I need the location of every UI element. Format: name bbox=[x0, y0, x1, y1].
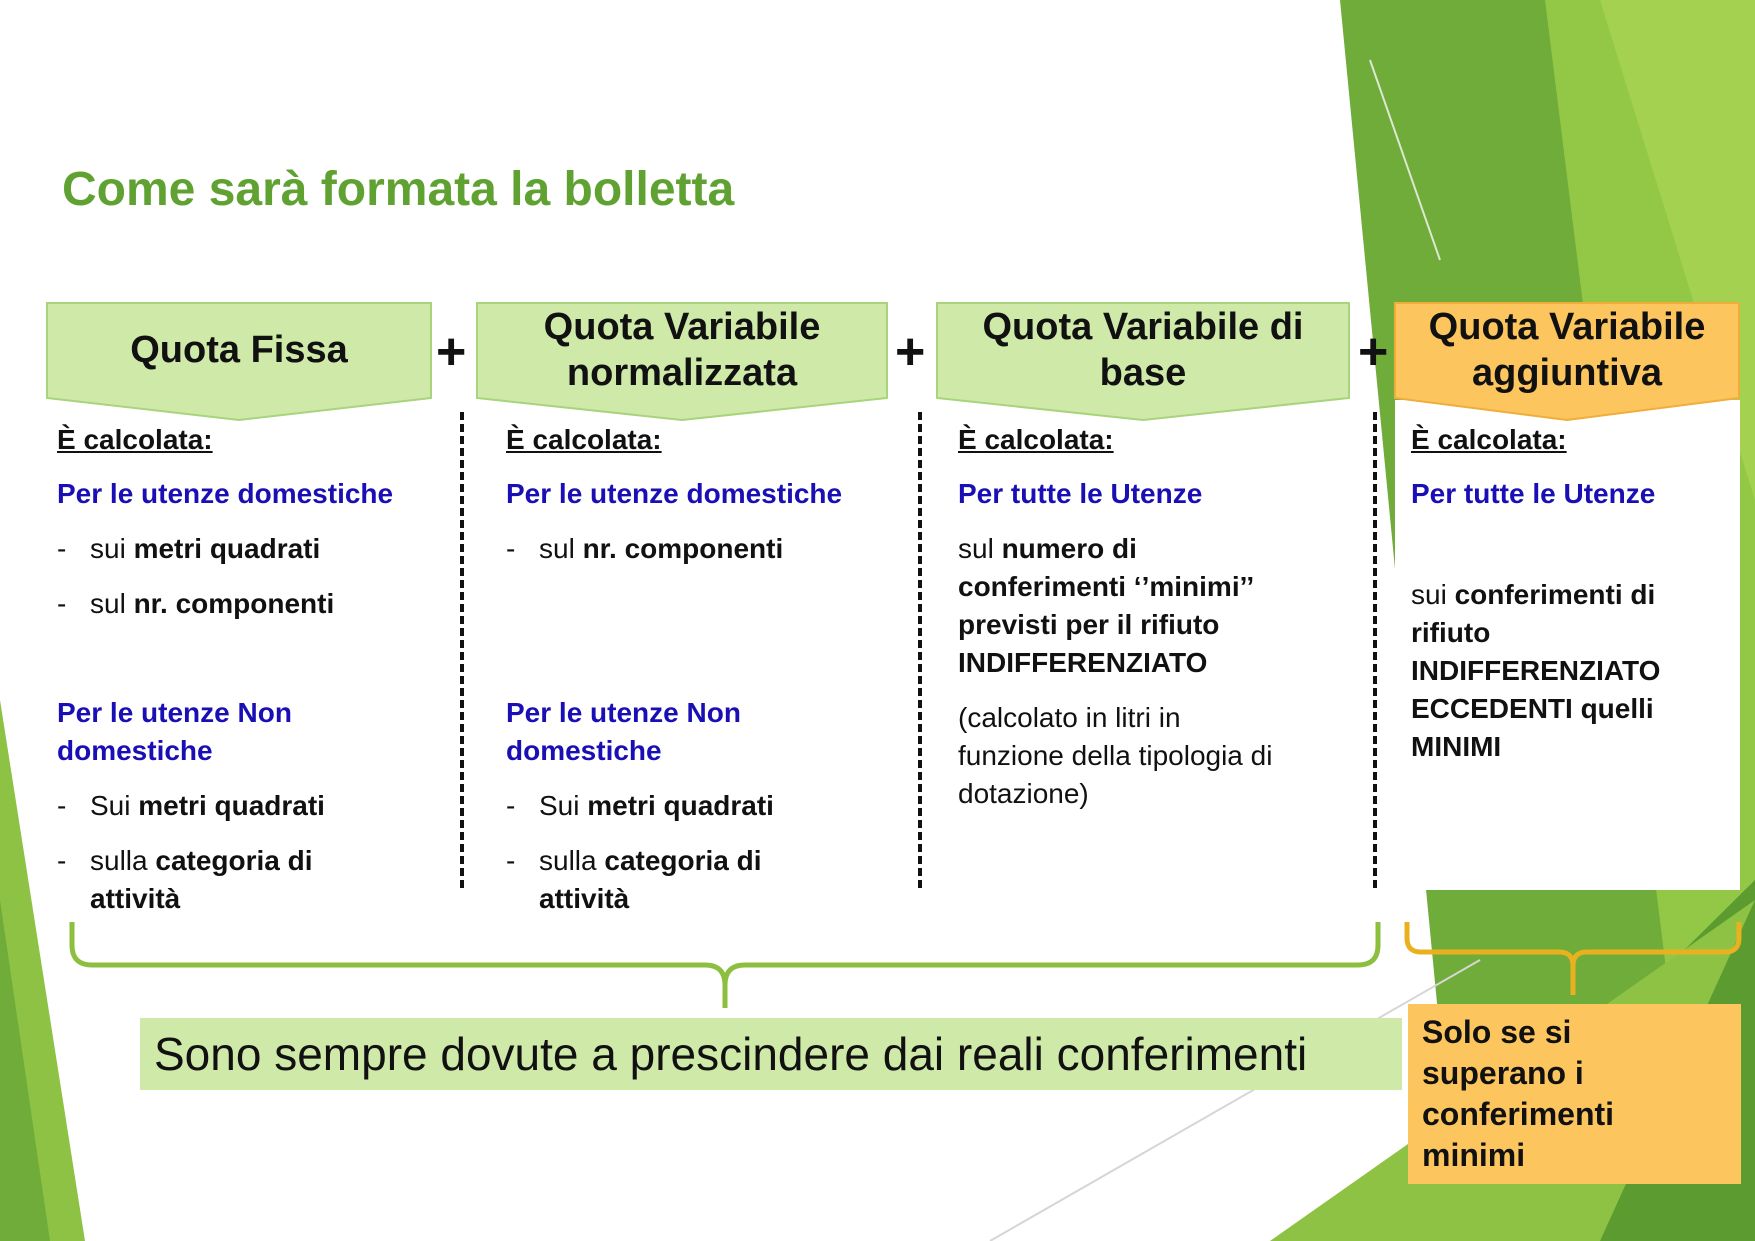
description-line: MINIMI bbox=[1411, 731, 1502, 762]
description-line: INDIFFERENZIATO bbox=[958, 647, 1208, 678]
group-title: domestiche bbox=[57, 735, 213, 766]
column-quota-variabile-normalizzata bbox=[506, 420, 906, 918]
group-title: Per le utenze Non bbox=[57, 697, 292, 728]
header-line: Quota Variabile bbox=[1428, 306, 1706, 348]
header-quota-fissa bbox=[46, 302, 432, 422]
header-quota-variabile-aggiuntiva bbox=[1394, 302, 1740, 422]
calc-label: È calcolata: bbox=[57, 424, 213, 455]
plus-operator: + bbox=[1358, 323, 1389, 381]
column-separator bbox=[460, 412, 464, 888]
header-line: Quota Fissa bbox=[130, 329, 348, 371]
description-line: INDIFFERENZIATO bbox=[1411, 655, 1661, 686]
bullet-item: - sulla categoria di bbox=[57, 842, 457, 880]
group-title: Per le utenze domestiche bbox=[57, 478, 394, 509]
group-title: Per tutte le Utenze bbox=[1411, 478, 1656, 509]
column-quota-variabile-aggiuntiva bbox=[1411, 420, 1731, 766]
bottom-note-box bbox=[140, 1018, 1402, 1090]
description-line: ECCEDENTI quelli bbox=[1411, 693, 1654, 724]
description-line: sul numero di bbox=[958, 533, 1137, 564]
header-quota-variabile-normalizzata bbox=[476, 302, 888, 422]
bullet-item: - sulla categoria di bbox=[506, 842, 906, 880]
description bbox=[1411, 576, 1731, 766]
column-separator bbox=[918, 412, 922, 888]
orange-note-line: superano i bbox=[1422, 1055, 1584, 1091]
description bbox=[958, 530, 1358, 682]
plus-operator: + bbox=[436, 323, 467, 381]
orange-note bbox=[1422, 1012, 1614, 1176]
bullet-dash: - bbox=[506, 790, 516, 821]
calc-label: È calcolata: bbox=[1411, 424, 1567, 455]
orange-note-box bbox=[1408, 1004, 1741, 1184]
header-line: aggiuntiva bbox=[1471, 352, 1663, 394]
header-line: normalizzata bbox=[566, 352, 798, 394]
header-line: Quota Variabile di bbox=[982, 306, 1304, 348]
bullet-dash: - bbox=[57, 533, 67, 564]
bullet-dash: - bbox=[57, 588, 67, 619]
description-line: previsti per il rifiuto bbox=[958, 609, 1220, 640]
note bbox=[958, 699, 1358, 813]
bullet-dash: - bbox=[57, 790, 67, 821]
bullet-item: - Sui metri quadrati bbox=[506, 787, 906, 825]
bullet-item: - Sui metri quadrati bbox=[57, 787, 457, 825]
group-title: Per le utenze Non bbox=[506, 697, 741, 728]
bullet-item-continuation: attività bbox=[539, 883, 630, 914]
bullet-dash: - bbox=[506, 845, 516, 876]
header-line: Quota Variabile bbox=[543, 306, 821, 348]
note-line: dotazione) bbox=[958, 778, 1089, 809]
bullet-item: - sui metri quadrati bbox=[57, 530, 457, 568]
description-line: sui conferimenti di bbox=[1411, 579, 1656, 610]
header-quota-variabile-base bbox=[936, 302, 1350, 422]
bullet-item-continuation: attività bbox=[90, 883, 181, 914]
calc-label: È calcolata: bbox=[506, 424, 662, 455]
description-line: conferimenti ‘’minimi’’ bbox=[958, 571, 1255, 602]
bullet-item: - sul nr. componenti bbox=[506, 530, 906, 568]
plus-operator: + bbox=[895, 323, 926, 381]
column-separator bbox=[1373, 412, 1377, 888]
header-line: base bbox=[1099, 352, 1187, 394]
description-line: rifiuto bbox=[1411, 617, 1491, 648]
bottom-note: Sono sempre dovute a prescindere dai reali conferimenti bbox=[154, 1028, 1308, 1080]
orange-note-line: minimi bbox=[1422, 1137, 1526, 1173]
bullet-dash: - bbox=[57, 845, 67, 876]
calc-label: È calcolata: bbox=[958, 424, 1114, 455]
group-title: Per tutte le Utenze bbox=[958, 478, 1203, 509]
orange-note-line: Solo se si bbox=[1422, 1014, 1572, 1050]
group-title: Per le utenze domestiche bbox=[506, 478, 843, 509]
bullet-item: - sul nr. componenti bbox=[57, 585, 457, 623]
note-line: (calcolato in litri in bbox=[958, 702, 1181, 733]
column-quota-fissa bbox=[57, 420, 457, 918]
orange-note-line: conferimenti bbox=[1422, 1096, 1615, 1132]
group-title: domestiche bbox=[506, 735, 662, 766]
brace-green bbox=[72, 922, 1378, 1008]
bullet-dash: - bbox=[506, 533, 516, 564]
column-quota-variabile-base bbox=[958, 420, 1358, 813]
slide-title: Come sarà formata la bolletta bbox=[62, 163, 735, 216]
note-line: funzione della tipologia di bbox=[958, 740, 1273, 771]
